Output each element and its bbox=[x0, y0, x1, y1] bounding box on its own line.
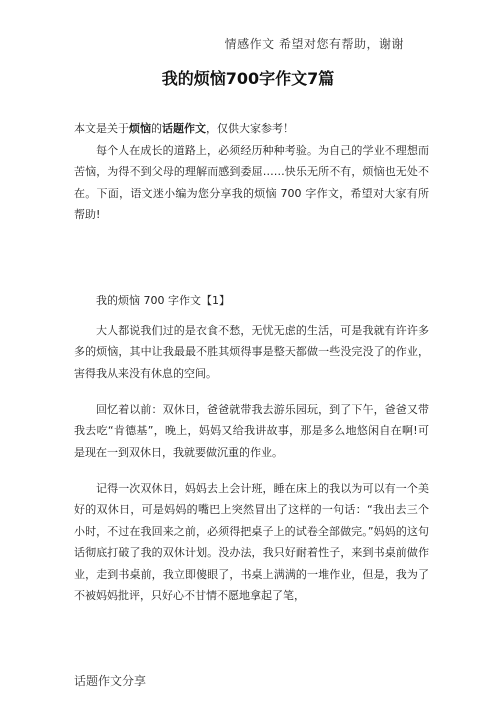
page-header: 情感作文 希望对您有帮助，谢谢 bbox=[224, 37, 404, 51]
intro-middle: 的 bbox=[151, 122, 162, 135]
intro-keyword: 烦恼 bbox=[129, 122, 151, 135]
body-paragraph: 回忆着以前：双休日，爸爸就带我去游乐园玩，到了下午，爸爸又带我去吃“肯德基”，晚上，妈妈又给我讲故事，那是多么地悠闲自在啊!可是现在一到双休日，我就要做沉重的作业。 bbox=[74, 403, 429, 459]
intro-suffix: ，仅供大家参考！ bbox=[206, 122, 294, 135]
intro-prefix: 本文是关于 bbox=[74, 122, 129, 135]
intro-topic: 话题作文 bbox=[162, 122, 206, 135]
section-heading: 我的烦恼 700 字作文【1】 bbox=[96, 294, 230, 307]
intro-line bbox=[74, 118, 429, 139]
page-footer: 话题作文分享 bbox=[74, 674, 147, 688]
summary-paragraph: 每个人在成长的道路上，必须经历种种考验。为自己的学业不理想而苦恼，为得不到父母的理解而感到委屈……快乐无所不有，烦恼也无处不在。下面，语文迷小编为您分享我的烦恼 700 字作文，希望对大家有所帮助! bbox=[74, 144, 429, 222]
body-paragraph: 记得一次双休日，妈妈去上会计班，睡在床上的我以为可以有一个美好的双休日，可是妈妈的嘴巴上突然冒出了这样的一句话：“我出去三个小时，不过在我回来之前，必须得把桌子上的试卷全部做完。”妈妈的这句话彻底打破了我的双休计划。没办法，我只好耐着性子，来到书桌前做作业，走到书桌前，我立即傻眼了，书桌上满满的一堆作业，但是，我为了不被妈妈批评，只好心不甘情不愿地拿起了笔， bbox=[74, 482, 429, 603]
body-paragraph: 大人都说我们过的是衣食不愁，无忧无虑的生活，可是我就有许许多多的烦恼，其中让我最最不胜其烦得事是整天都做一些没完没了的作业，害得我从来没有休息的空间。 bbox=[74, 324, 429, 380]
document-title: 我的烦恼700字作文7篇 bbox=[161, 69, 335, 88]
